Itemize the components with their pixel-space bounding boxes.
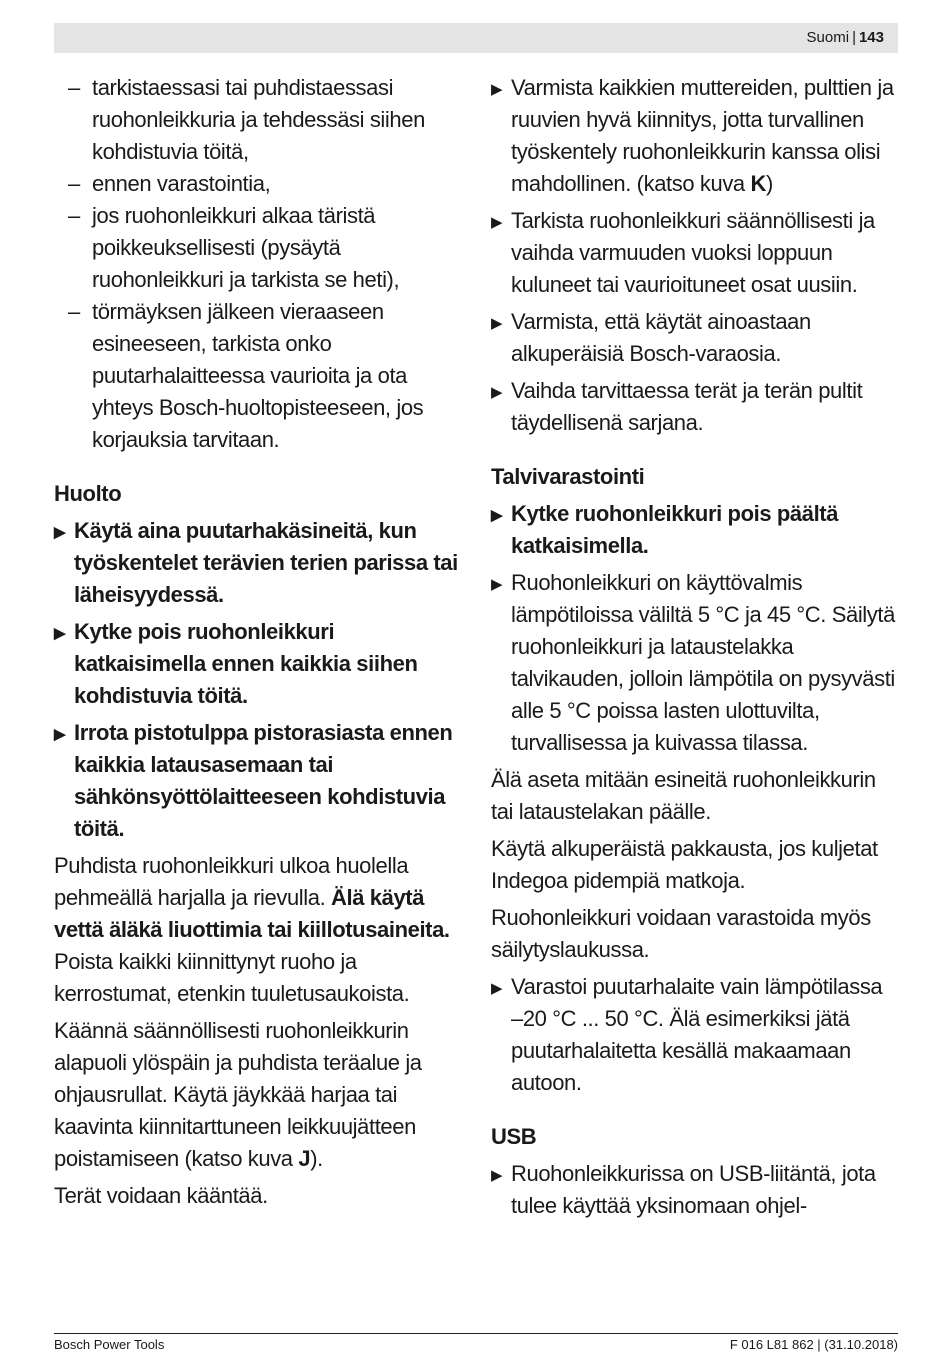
blades-paragraph: Terät voidaan kääntää. [54,1183,268,1208]
dash-item [54,200,460,296]
figure-reference: K [750,171,766,196]
storage-paragraph: Älä aseta mitään esineitä ruohonleikkurin tai lataustelakan päälle. [491,767,876,824]
dash-icon: – [68,171,80,196]
triangle-bullet-icon: ▶ [54,726,66,743]
paragraph-text: Poista kaikki kiinnittynyt ruoho ja kerrostumat, etenkin tuuletusaukoista. [54,949,410,1006]
warning-text: Irrota pistotulppa pistorasiasta ennen kaikkia latausasemaan tai sähkönsyöttölaitteeseen kohdistuvia töitä. [74,720,453,841]
right-column [491,72,899,1227]
triangle-bullet-icon: ▶ [491,1167,503,1184]
section-heading-usb: USB [491,1124,537,1149]
paragraph-text: ). [310,1146,323,1171]
dash-item [54,296,460,456]
footer-doc-id: F 016 L81 862 | (31.10.2018) [729,1337,898,1352]
left-column [54,72,460,1217]
storage-paragraph: Käytä alkuperäistä pakkausta, jos kuljetat Indegoa pidempiä matkoja. [491,836,878,893]
instruction-text: Varmista, että käytät ainoastaan alkuperäisiä Bosch-varaosia. [511,309,811,366]
warning-text: Kytke ruohonleikkuri pois päältä katkaisimella. [511,501,839,558]
instruction-text: Vaihda tarvittaessa terät ja terän pultit täydellisenä sarjana. [511,378,863,435]
triangle-bullet-icon: ▶ [54,625,66,642]
dash-icon: – [68,75,80,100]
page-header [54,23,898,53]
instruction-bullet [491,1158,899,1222]
instruction-bullet [491,205,899,301]
footer-divider [54,1333,898,1334]
page-number: 143 [858,29,884,46]
warning-bullet [491,498,899,562]
paragraph-text: Käännä säännöllisesti ruohonleikkurin alapuoli ylöspäin ja puhdista teräalue ja ohjausrullat. Käytä jäykkää harjaa tai kaavinta kiinnitarttuneen leikkuujätteen poistamiseen (katso kuva [54,1018,422,1171]
dash-item-text: jos ruohonleikkuri alkaa täristä poikkeuksellisesti (pysäytä ruohonleikkuri ja tarkista se heti), [92,203,400,292]
paragraph-bold-text: Älä käytä vettä äläkä liuottimia tai kiillotusaineita. [54,885,450,942]
warning-bullet [54,616,460,712]
triangle-bullet-icon: ▶ [491,214,503,231]
underside-paragraph [54,1015,460,1175]
figure-reference: J [298,1146,311,1171]
dash-item-text: törmäyksen jälkeen vieraaseen esineeseen, tarkista onko puutarhalaitteessa vaurioita ja ota yhteys Bosch-huoltopisteeseen, jos korjauksia tarvitaan. [92,299,424,452]
dash-item-text: ennen varastointia, [92,171,271,196]
instruction-text-part: Varmista kaikkien muttereiden, pulttien ja ruuvien hyvä kiinnitys, jotta turvallinen työskentely ruohonleikkurin kanssa olisi mahdollinen. (katso kuva [511,75,894,196]
instruction-text [511,72,899,200]
dash-item [54,168,460,200]
storage-paragraph: Ruohonleikkuri voidaan varastoida myös säilytyslaukussa. [491,905,871,962]
section-name: Suomi [806,29,850,46]
dash-item-text: tarkistaessasi tai puhdistaessasi ruohonleikkuria ja tehdessäsi siihen kohdistuvia töitä, [92,75,425,164]
triangle-bullet-icon: ▶ [491,507,503,524]
instruction-text: Ruohonleikkuri on käyttövalmis lämpötiloissa väliltä 5 °C ja 45 °C. Säilytä ruohonleikkuri ja lataustelakka talvikauden, jolloin lämpötila on pysyvästi alle 5 °C poissa lasten ulottuvilta, turvallisessa ja kuivassa tilassa. [511,570,895,755]
warning-text: Käytä aina puutarhakäsineitä, kun työskentelet terävien terien parissa tai läheisyydessä. [74,518,458,607]
instruction-bullet [491,306,899,370]
dash-icon: – [68,299,80,324]
warning-bullet [54,515,460,611]
triangle-bullet-icon: ▶ [54,524,66,541]
warning-text: Kytke pois ruohonleikkuri katkaisimella ennen kaikkia siihen kohdistuvia töitä. [74,619,418,708]
cleaning-paragraph [54,850,460,1010]
triangle-bullet-icon: ▶ [491,315,503,332]
header-text [807,29,884,46]
header-separator: | [852,29,856,46]
instruction-text: Ruohonleikkurissa on USB-liitäntä, jota tulee käyttää yksinomaan ohjel- [511,1161,876,1218]
instruction-bullet [491,567,899,759]
footer-brand: Bosch Power Tools [54,1337,165,1352]
dash-icon: – [68,203,80,228]
instruction-text: Tarkista ruohonleikkuri säännöllisesti ja vaihda varmuuden vuoksi loppuun kuluneet tai vaurioituneet osat uusiin. [511,208,875,297]
instruction-text: Varastoi puutarhalaite vain lämpötilassa –20 °C ... 50 °C. Älä esimerkiksi jätä puutarhalaitetta kesällä makaamaan autoon. [511,974,883,1095]
warning-bullet [54,717,460,845]
triangle-bullet-icon: ▶ [491,980,503,997]
instruction-bullet [491,971,899,1099]
instruction-text-part: ) [765,171,773,196]
instruction-bullet [491,72,899,200]
dash-item [54,72,460,168]
section-heading-huolto: Huolto [54,481,122,506]
triangle-bullet-icon: ▶ [491,576,503,593]
triangle-bullet-icon: ▶ [491,384,503,401]
triangle-bullet-icon: ▶ [491,81,503,98]
section-heading-talvivarastointi: Talvivarastointi [491,464,645,489]
paragraph-text: Puhdista ruohonleikkuri ulkoa huolella pehmeällä harjalla ja rievulla. [54,853,409,910]
instruction-bullet [491,375,899,439]
